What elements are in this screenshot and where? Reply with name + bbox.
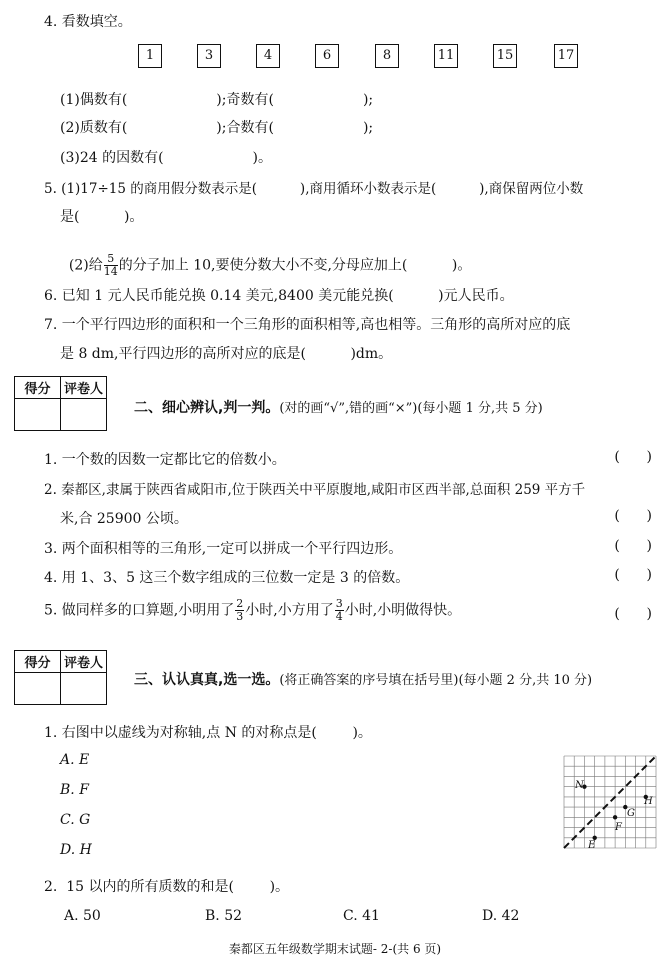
fraction [335, 598, 344, 623]
q5-line3-a: (2)给 [68, 257, 103, 274]
score-cell [15, 399, 61, 431]
grader-cell [61, 673, 107, 705]
s3-q1-option-a: A. E [60, 752, 90, 768]
s3-q2-option-d: D. 42 [482, 908, 520, 924]
s2-item3: 3. 两个面积相等的三角形,一定可以拼成一个平行四边形。 [44, 541, 403, 557]
q5-line3-b: 的分子加上 10,要使分数大小不变,分母应加上( )。 [118, 257, 472, 274]
fraction [104, 253, 118, 278]
q4-line3: (3)24 的因数有( )。 [60, 150, 273, 166]
s2-item5-c: 小时,小明做得快。 [344, 602, 462, 619]
fraction-denominator: 4 [335, 610, 343, 623]
section3-title: 三、认认真真,选一选。 [134, 672, 280, 688]
answer-paren: ( ) [614, 449, 652, 465]
score-table [14, 650, 107, 705]
s3-q2-option-a: A. 50 [64, 908, 101, 924]
fraction-numerator: 2 [236, 597, 244, 610]
page-footer: 秦都区五年级数学期末试题- 2-(共 6 页) [228, 942, 442, 956]
label-g: G [627, 808, 635, 819]
answer-paren: ( ) [614, 538, 652, 554]
q4-line2: (2)质数有( );合数有( ); [60, 120, 374, 136]
number-box: 11 [434, 44, 458, 68]
s3-q1-option-d: D. H [60, 842, 92, 858]
score-header: 得分 [15, 651, 61, 673]
section3-heading [134, 669, 592, 689]
score-cell [15, 673, 61, 705]
s3-q2-option-b: B. 52 [205, 908, 243, 924]
point-f [613, 815, 617, 819]
q4-line1: (1)偶数有( );奇数有( ); [60, 92, 374, 108]
grader-header: 评卷人 [61, 377, 107, 399]
s2-item5-b: 小时,小方用了 [245, 602, 334, 619]
grader-cell [61, 399, 107, 431]
s3-q1-option-b: B. F [60, 782, 89, 798]
fraction-denominator: 3 [236, 610, 244, 623]
s3-q2-option-c: C. 41 [343, 908, 380, 924]
s3-q1-option-c: C. G [60, 812, 91, 828]
number-box: 6 [315, 44, 339, 68]
symmetry-axis [564, 756, 656, 848]
q7-line1: 7. 一个平行四边形的面积和一个三角形的面积相等,高也相等。三角形的高所对应的底 [44, 317, 571, 333]
s2-item1: 1. 一个数的因数一定都比它的倍数小。 [44, 452, 286, 468]
grader-header: 评卷人 [61, 651, 107, 673]
label-n: N [575, 780, 584, 791]
section2-title: 二、细心辨认,判一判。 [134, 400, 280, 416]
q5-line1: 5. (1)17÷15 的商用假分数表示是( ),商用循环小数表示是( ),商保留两位小数 [44, 181, 584, 197]
fraction [235, 598, 244, 623]
number-box: 15 [493, 44, 517, 68]
s3-q1: 1. 右图中以虚线为对称轴,点 N 的对称点是( )。 [44, 725, 372, 741]
answer-paren: ( ) [614, 508, 652, 524]
fraction-denominator: 14 [103, 265, 118, 278]
fraction-numerator: 5 [104, 253, 118, 266]
s2-item5 [44, 598, 461, 623]
label-h: H [644, 796, 653, 807]
number-box: 4 [256, 44, 280, 68]
q4-title: 4. 看数填空。 [44, 14, 132, 30]
q5-line3 [60, 237, 471, 278]
score-table [14, 376, 107, 431]
s2-item2-cont: 米,合 25900 公顷。 [60, 511, 188, 527]
label-e: E [588, 840, 596, 851]
label-f: F [615, 822, 622, 833]
section2-heading [134, 397, 543, 417]
q7-line2: 是 8 dm,平行四边形的高所对应的底是( )dm。 [60, 346, 393, 362]
score-header: 得分 [15, 377, 61, 399]
section3-note: (将正确答案的序号填在括号里)(每小题 2 分,共 10 分) [279, 673, 593, 688]
fraction-numerator: 3 [335, 597, 343, 610]
symmetry-grid-figure [560, 752, 660, 852]
s2-item2: 2. 秦都区,隶属于陕西省咸阳市,位于陕西关中平原腹地,咸阳市区西半部,总面积 259 平方千 [44, 482, 586, 498]
number-box: 8 [375, 44, 399, 68]
answer-paren: ( ) [614, 567, 652, 583]
s2-item5-a: 5. 做同样多的口算题,小明用了 [44, 602, 235, 619]
s2-item4: 4. 用 1、3、5 这三个数字组成的三位数一定是 3 的倍数。 [44, 570, 410, 586]
number-box: 1 [138, 44, 162, 68]
answer-paren: ( ) [614, 606, 652, 622]
q6-text: 6. 已知 1 元人民币能兑换 0.14 美元,8400 美元能兑换( )元人民币。 [44, 288, 514, 304]
q5-line2: 是( )。 [60, 209, 144, 225]
s3-q2: 2. 15 以内的所有质数的和是( )。 [44, 879, 290, 895]
section2-note: (对的画“√”,错的画“×”)(每小题 1 分,共 5 分) [279, 401, 543, 416]
number-box: 3 [197, 44, 221, 68]
number-box: 17 [554, 44, 578, 68]
